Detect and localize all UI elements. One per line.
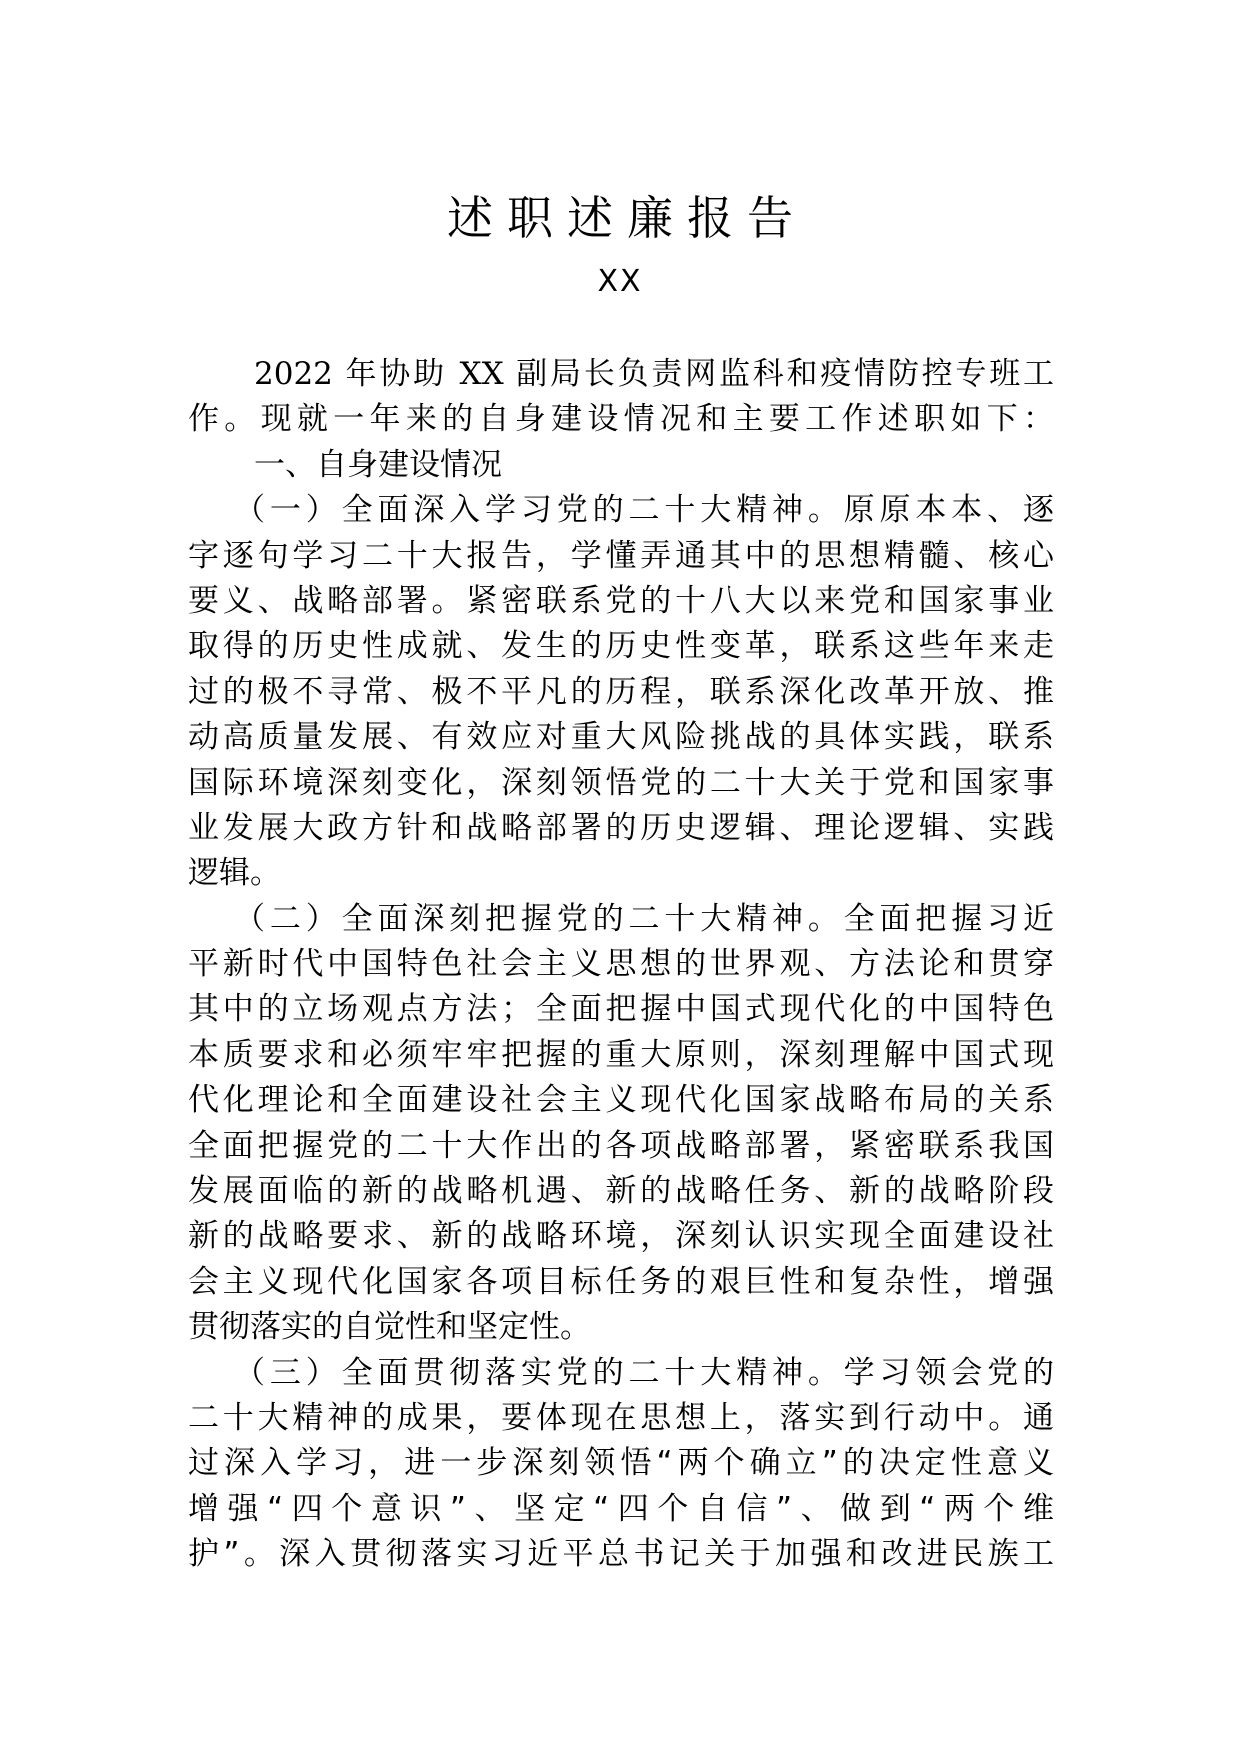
document-body: [188, 352, 1054, 1578]
section-heading: 一、自身建设情况: [254, 446, 502, 483]
paragraph-line: 全面把握党的二十大作出的各项战略部署，紧密联系我国: [188, 1127, 1054, 1164]
paragraph-line: 二十大精神的成果，要体现在思想上，落实到行动中。通: [188, 1399, 1054, 1436]
paragraph-line: 逻辑。: [188, 855, 281, 892]
paragraph-line: 取得的历史性成就、发生的历史性变革，联系这些年来走: [188, 628, 1054, 665]
paragraph-line: 增强“四个意识”、坚定“四个自信”、做到“两个维: [188, 1490, 1054, 1527]
paragraph-line: 过深入学习，进一步深刻领悟“两个确立”的决定性意义: [188, 1445, 1054, 1482]
paragraph-line: 过的极不寻常、极不平凡的历程，联系深化改革开放、推: [188, 673, 1054, 710]
paragraph-line: 业发展大政方针和战略部署的历史逻辑、理论逻辑、实践: [188, 809, 1054, 846]
document-title: 述职述廉报告: [447, 191, 807, 245]
paragraph-line: 贯彻落实的自觉性和坚定性。: [188, 1309, 591, 1346]
paragraph-line: 动高质量发展、有效应对重大风险挑战的具体实践，联系: [188, 719, 1054, 756]
paragraph-line: 代化理论和全面建设社会主义现代化国家战略布局的关系: [188, 1082, 1054, 1119]
paragraph-line: 平新时代中国特色社会主义思想的世界观、方法论和贯穿: [188, 946, 1054, 983]
paragraph-line: 2022 年协助 XX 副局长负责网监科和疫情防控专班工: [254, 356, 1054, 392]
paragraph-line: 发展面临的新的战略机遇、新的战略任务、新的战略阶段: [188, 1173, 1054, 1210]
paragraph-line: 作。现就一年来的自身建设情况和主要工作述职如下：: [188, 401, 1054, 438]
paragraph-line: （三）全面贯彻落实党的二十大精神。学习领会党的: [234, 1354, 1054, 1391]
paragraph-line: 新的战略要求、新的战略环境，深刻认识实现全面建设社: [188, 1218, 1054, 1255]
paragraph-line: （二）全面深刻把握党的二十大精神。全面把握习近: [234, 900, 1054, 937]
paragraph-line: 国际环境深刻变化，深刻领悟党的二十大关于党和国家事: [188, 764, 1054, 801]
paragraph-line: 会主义现代化国家各项目标任务的艰巨性和复杂性，增强: [188, 1263, 1054, 1300]
paragraph-line: （一）全面深入学习党的二十大精神。原原本本、逐: [234, 492, 1054, 529]
document-author: XX: [597, 264, 643, 299]
paragraph-line: 护”。深入贯彻落实习近平总书记关于加强和改进民族工: [188, 1536, 1054, 1573]
paragraph-line: 要义、战略部署。紧密联系党的十八大以来党和国家事业: [188, 582, 1054, 619]
paragraph-line: 其中的立场观点方法；全面把握中国式现代化的中国特色: [188, 991, 1054, 1028]
paragraph-line: 本质要求和必须牢牢把握的重大原则，深刻理解中国式现: [188, 1036, 1054, 1073]
paragraph-line: 字逐句学习二十大报告，学懂弄通其中的思想精髓、核心: [188, 537, 1054, 574]
